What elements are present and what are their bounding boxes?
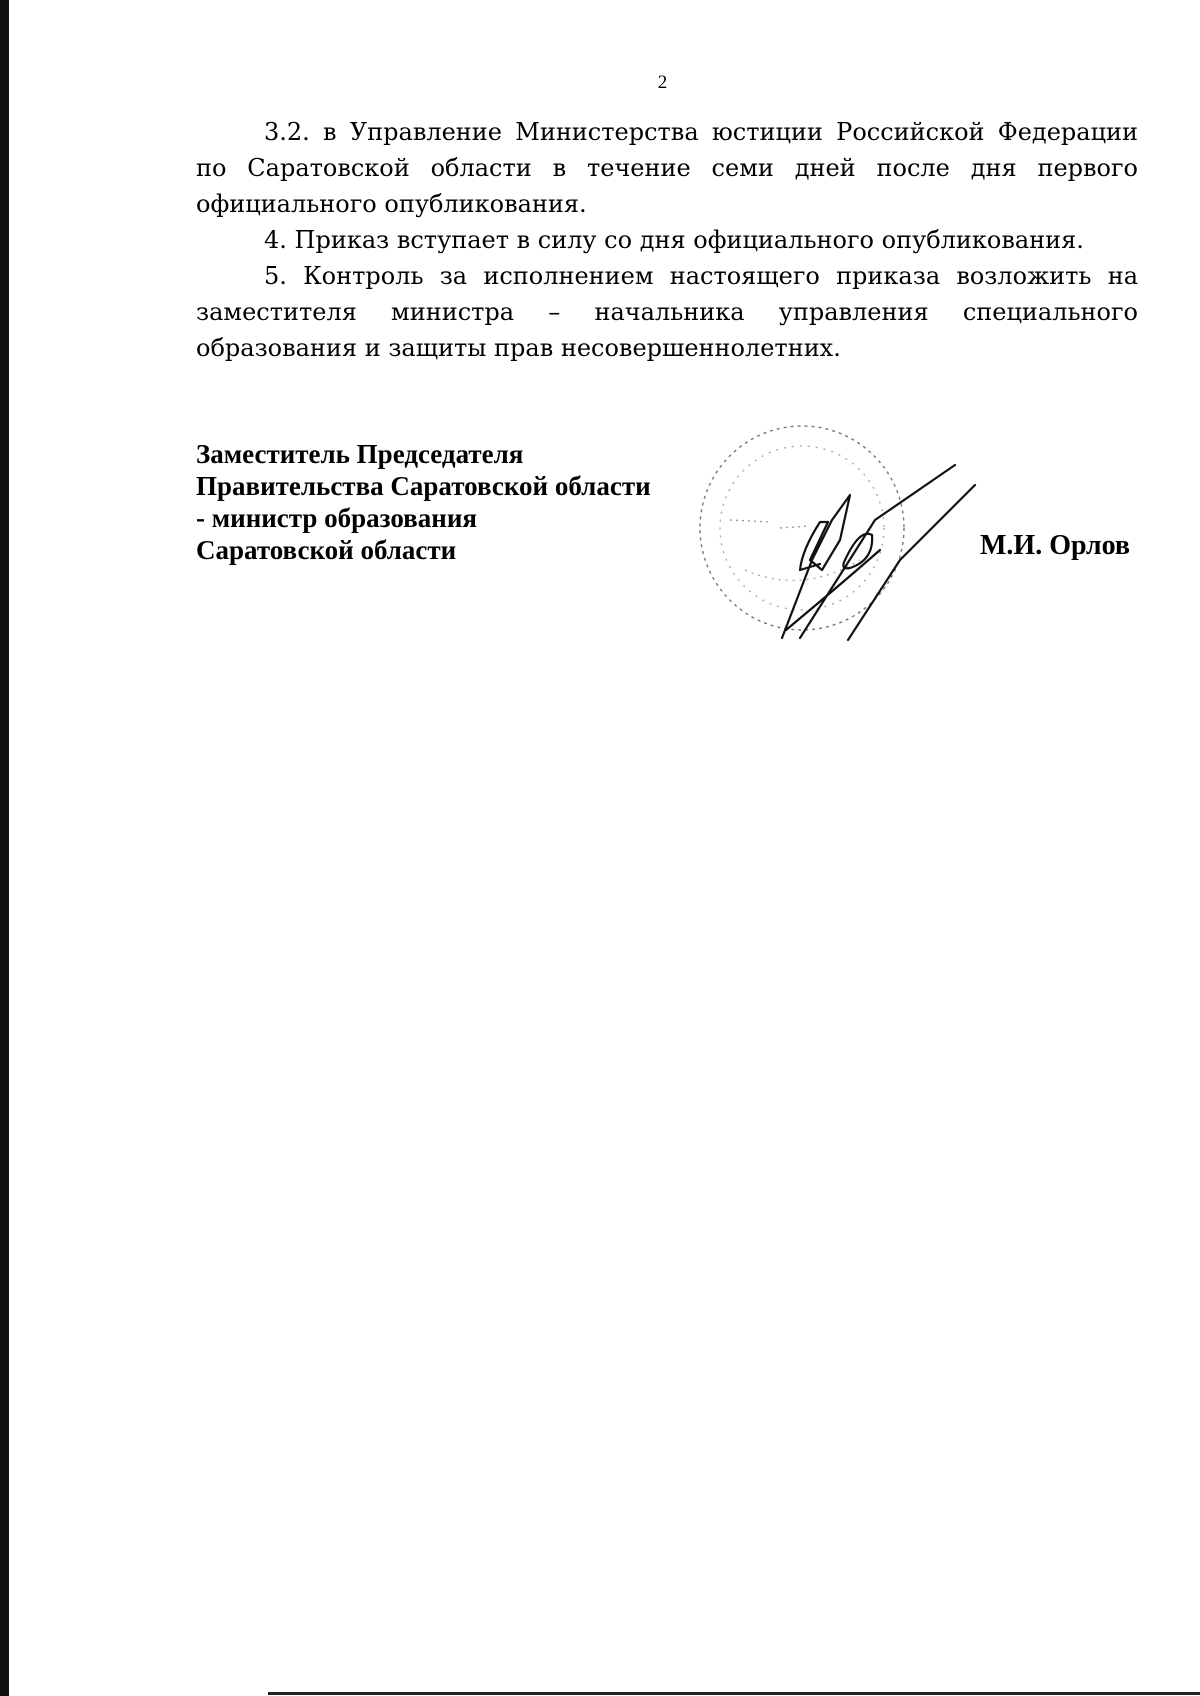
paragraph-4: 4. Приказ вступает в силу со дня официального опубликования. — [264, 226, 1084, 254]
seal-and-signature — [690, 410, 1010, 680]
handwritten-signature — [782, 465, 975, 640]
signatory-title — [196, 438, 651, 566]
scan-left-edge — [0, 0, 9, 1696]
signatory-title-line: - министр образования — [196, 503, 477, 533]
document-body — [196, 114, 1138, 366]
paragraph-5: 5. Контроль за исполнением настоящего приказа возложить на заместителя министра – начальника управления специального образования и защиты прав несовершеннолетних. — [196, 262, 1138, 362]
page-number: 2 — [657, 72, 668, 93]
signatory-title-line: Правительства Саратовской области — [196, 471, 651, 501]
paragraph-3-2: 3.2. в Управление Министерства юстиции Российской Федерации по Саратовской области в течение семи дней после дня первого официального опубликования. — [196, 118, 1138, 218]
signatory-title-line: Заместитель Председателя — [196, 439, 524, 469]
scan-bottom-edge — [268, 1692, 1200, 1695]
signatory-title-line: Саратовской области — [196, 535, 457, 565]
signatory-name: М.И. Орлов — [980, 530, 1130, 561]
